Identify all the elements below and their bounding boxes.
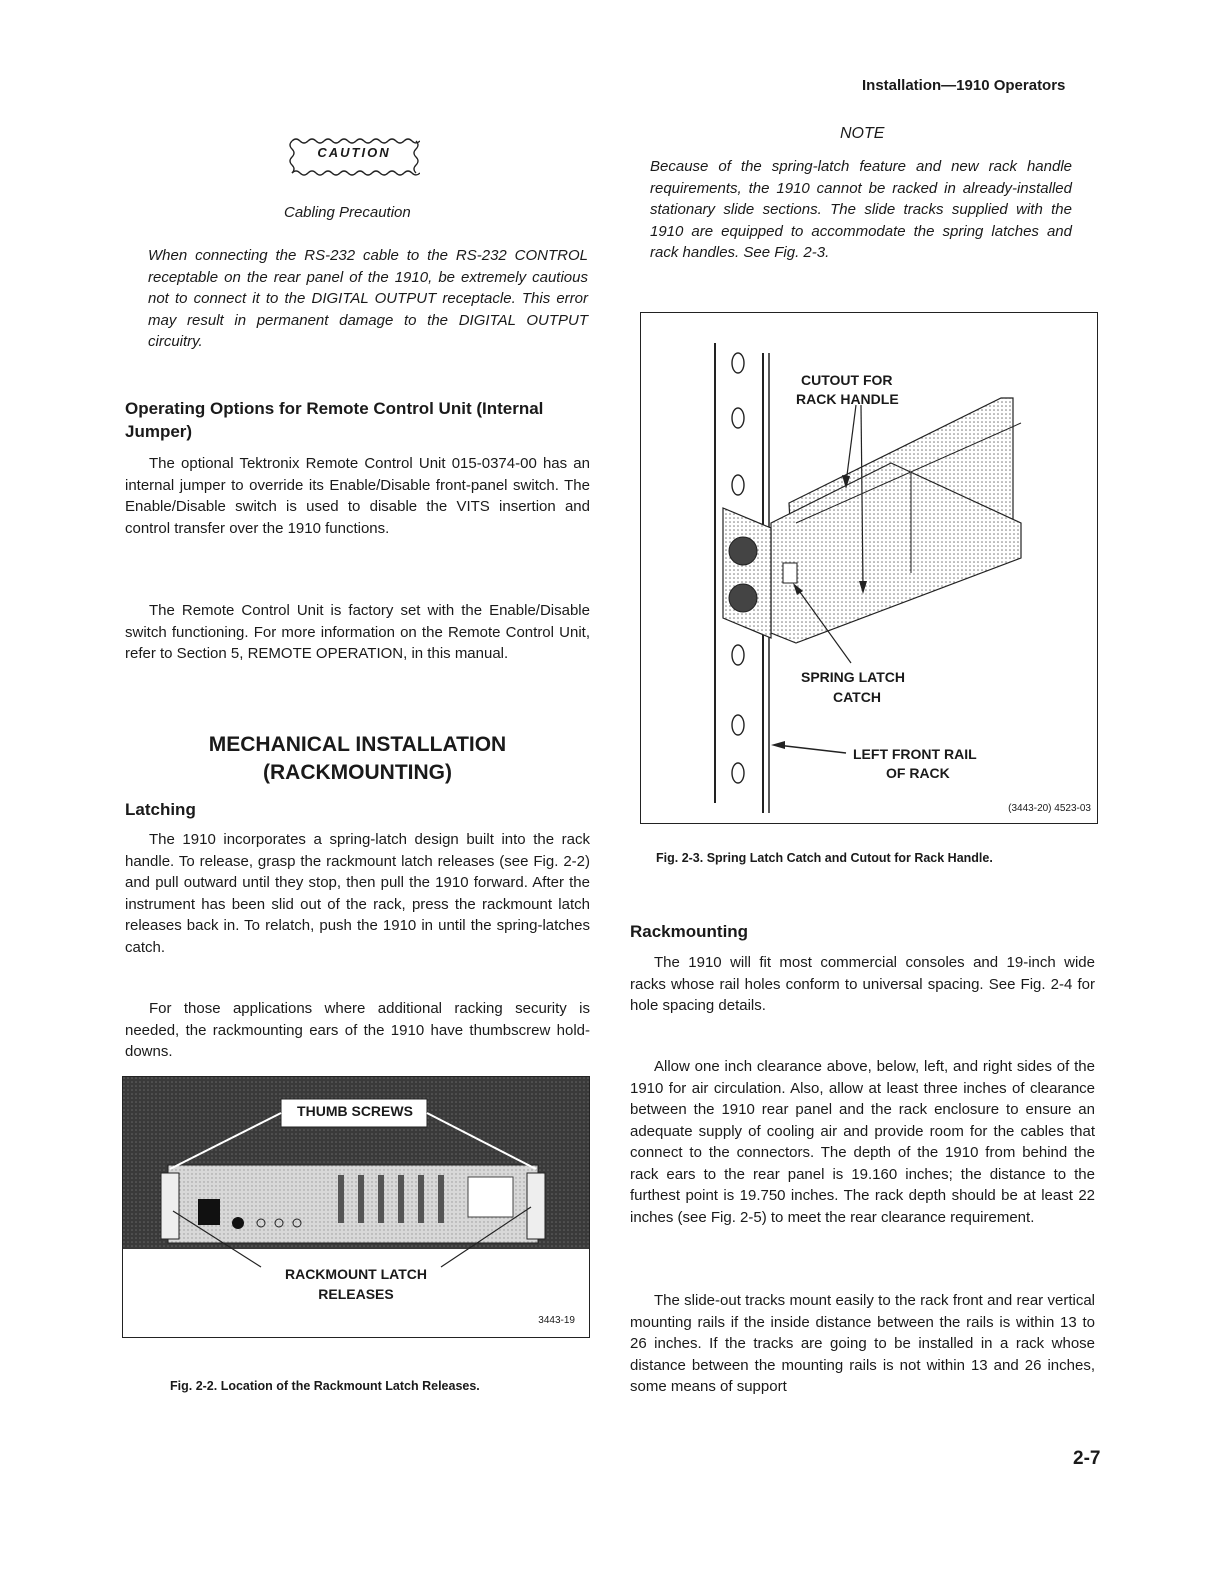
fig22-label-latch-2: RELEASES: [318, 1286, 394, 1302]
page-header: Installation—1910 Operators: [862, 77, 1066, 94]
fig22-label-latch-1: RACKMOUNT LATCH: [284, 1266, 428, 1282]
remote-para1: The optional Tektronix Remote Control Unit 015-0374-00 has an internal jumper to override its Enable/Disable front-panel switch. The Enable/Disable switch is used to disable the VITS insertion and control transfer over the 1910 functions.: [125, 455, 590, 537]
caution-label: CAUTION: [317, 145, 391, 160]
note-title: NOTE: [840, 125, 885, 142]
fig23-caption: Fig. 2-3. Spring Latch Catch and Cutout for Rack Handle.: [656, 851, 993, 865]
fig22-caption: Fig. 2-2. Location of the Rackmount Latch Releases.: [170, 1379, 480, 1393]
mech-title-line1: MECHANICAL INSTALLATION: [208, 733, 507, 756]
fig22-id: 3443-19: [538, 1315, 575, 1326]
latching-para1: The 1910 incorporates a spring-latch design built into the rack handle. To release, grasp the rackmount latch releases (see Fig. 2-2) and pull outward until they stop, then pull the 1910 forward. After the instrument has been slid out of the rack, press the rackmount latch releases back in. To relatch, push the 1910 in until the spring-latches catch.: [125, 831, 590, 956]
latching-para2: For those applications where additional racking security is needed, the rackmounting ears of the 1910 have thumbscrew hold-downs.: [125, 1000, 590, 1060]
rackmounting-heading: Rackmounting: [630, 922, 749, 941]
fig23-label-spring-1: SPRING LATCH: [801, 669, 905, 685]
fig23-label-spring-2: CATCH: [833, 689, 881, 705]
fig23-id: (3443-20) 4523-03: [1008, 803, 1091, 814]
page-number: 2-7: [1073, 1448, 1101, 1469]
caution-subtitle: Cabling Precaution: [284, 204, 411, 221]
fig23-label-cutout-1: CUTOUT FOR: [801, 372, 893, 388]
caution-label-box: [288, 135, 420, 175]
fig23-label-cutout-2: RACK HANDLE: [796, 391, 899, 407]
caution-text: When connecting the RS-232 cable to the RS-232 CONTROL receptable on the rear panel of the 1910, be extremely cautious not to connect it to the DIGITAL OUTPUT receptacle. This error may result in permanent damage to the DIGITAL OUTPUT circuitry.: [148, 247, 588, 350]
rackmounting-para3: The slide-out tracks mount easily to the rack front and rear vertical mounting rails if the inside distance between the rails is within 13 to 26 inches. If the tracks are going to be installed in a rack whose distance between the mounting rails is not within 13 and 26 inches, some means of support: [630, 1292, 1095, 1395]
fig-2-3-frame: [640, 312, 1098, 824]
fig23-label-rail-1: LEFT FRONT RAIL: [853, 746, 977, 762]
rackmounting-para2: Allow one inch clearance above, below, left, and right sides of the 1910 for air circulation. Also, allow at least three inches of clearance between the 1910 rear panel and the rack enclosure to ensure an adequate supply of cooling air and provide room for the cables that connect to the connectors. The depth of the 1910 from behind the rack ears to the rear panel is 19.160 inches; the distance to the furthest point is 19.750 inches. The rack depth should be at least 22 inches (see Fig. 2-5) to meet the rear clearance requirement.: [630, 1058, 1095, 1226]
mech-title-line2: (RACKMOUNTING): [263, 761, 452, 784]
fig23-label-rail-2: OF RACK: [886, 765, 950, 781]
rackmounting-para1: The 1910 will fit most commercial consoles and 19-inch wide racks whose rail holes conform to universal spacing. See Fig. 2-4 for hole spacing details.: [630, 954, 1095, 1014]
remote-heading: Operating Options for Remote Control Unit (Internal Jumper): [125, 399, 544, 441]
fig-2-2-frame: [122, 1076, 590, 1338]
remote-para2: The Remote Control Unit is factory set with the Enable/Disable switch functioning. For more information on the Remote Control Unit, refer to Section 5, REMOTE OPERATION, in this manual.: [125, 602, 590, 662]
fig22-label-thumb-screws: THUMB SCREWS: [297, 1103, 413, 1119]
note-text: Because of the spring-latch feature and new rack handle requirements, the 1910 cannot be racked in already-installed stationary slide sections. The slide tracks supplied with the 1910 are equipped to accommodate the spring latches and rack handles. See Fig. 2-3.: [650, 158, 1072, 261]
latching-heading: Latching: [125, 800, 196, 819]
